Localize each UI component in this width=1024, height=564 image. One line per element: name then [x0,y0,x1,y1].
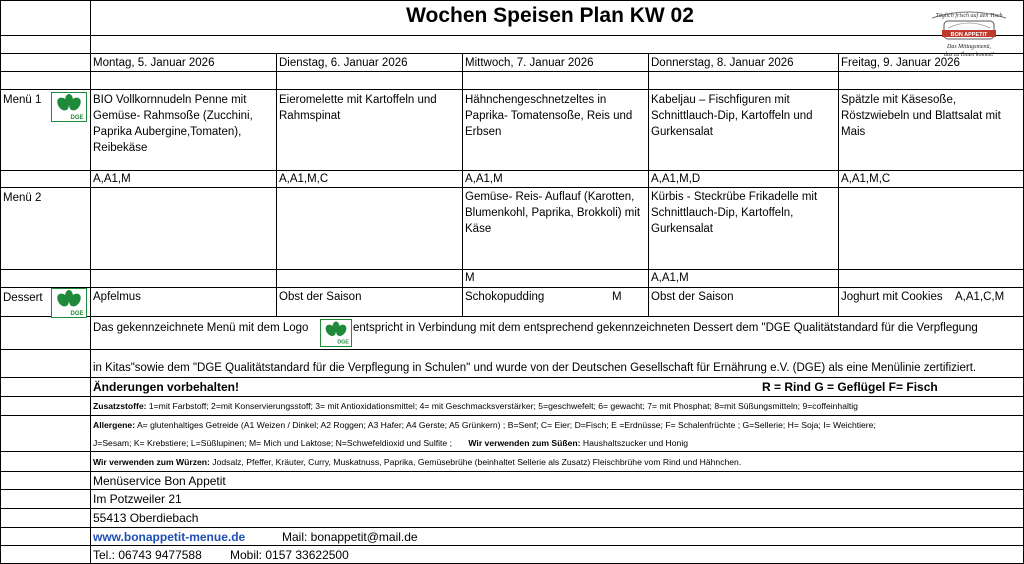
mobile-number: Mobil: 0157 33622500 [230,548,349,562]
grid-line [0,269,1024,270]
day-header-tuesday: Dienstag, 6. Januar 2026 [279,57,408,69]
dessert-friday: Joghurt mit Cookies [841,291,943,303]
grid-line [90,0,91,564]
dge-text: DGE [70,115,84,121]
day-header-wednesday: Mittwoch, 7. Januar 2026 [465,57,594,69]
dge-note-part2: entspricht in Verbindung mit dem entsprechend gekennzeichneten Dessert dem "DGE Qualitätstandard für die Verpflegung [353,322,978,334]
dge-logo-icon [51,288,87,318]
logo-slogan-2: das zu Ihnen kommt! [944,52,994,58]
dessert-allergens-wednesday: M [612,291,622,303]
dessert-allergens-friday: A,A1,C,M [955,291,1005,303]
dessert-monday: Apfelmus [93,291,141,303]
company-city: 55413 Oberdiebach [93,511,199,525]
dge-text: DGE [337,339,349,346]
grid-line [648,53,649,316]
dessert-tuesday: Obst der Saison [279,291,362,303]
page-title: Wochen Speisen Plan KW 02 [406,4,694,27]
grid-line [0,415,1024,416]
menu1-dish-thursday: Kabeljau – Fischfiguren mit Schnittlauch-Dip, Kartoffeln und Gurkensalat [651,94,813,138]
grid-line [838,53,839,316]
dessert-wednesday: Schokopudding [465,291,545,303]
grid-line [0,53,1024,54]
allergens-line [93,419,876,431]
dge-logo-icon [51,92,87,122]
menu1-allergens-friday: A,A1,M,C [841,173,891,185]
grid-line [0,527,1024,528]
seasoning-line [93,456,741,468]
grid-line [0,89,1024,90]
company-street: Im Potzweiler 21 [93,492,182,506]
menu1-allergens-tuesday: A,A1,M,C [279,173,329,185]
grid-line [0,187,1024,188]
grid-line [0,35,1024,36]
grid-line [0,71,1024,72]
seasoning-text: Jodsalz, Pfeffer, Kräuter, Curry, Muskatnuss, Paprika, Gemüsebrühe (beinhaltet Sellerie als Zusatz) Fleischbrühe vom Rind und Hähnchen. [209,457,742,467]
menu1-allergens-thursday: A,A1,M,D [651,173,701,185]
allergens-line-2 [93,437,688,449]
grid-line [0,0,1024,1]
grid-line [0,451,1024,452]
menu1-allergens-monday: A,A1,M [93,173,131,185]
menu2-allergens-wednesday: M [465,272,475,284]
grid-line [0,316,1024,317]
additives-text: 1=mit Farbstoff; 2=mit Konservierungsstoff; 3= mit Antioxidationsmittel; 4= mit Geschmacksverstärker; 5=geschwefelt; 6= gewacht; 7= mit Phosphat; 8=mit Süßungsmitteln; 9=coffeinhaltig [146,401,858,411]
allergens-label: Allergene: [93,420,136,430]
menu2-dish-wednesday: Gemüse- Reis- Auflauf (Karotten, Blumenkohl, Paprika, Brokkoli) mit Käse [465,191,641,235]
phone-number: Tel.: 06743 9477588 [93,548,202,562]
website-link[interactable]: www.bonappetit-menue.de [93,530,246,544]
menu1-dish-monday: BIO Vollkornnudeln Penne mit Gemüse- Rahmsoße (Zucchini, Paprika Aubergine,Tomaten), Reibekäse [93,94,253,154]
menu1-dish-tuesday: Eieromelette mit Kartoffeln und Rahmspinat [279,94,437,122]
dge-note-line2: in Kitas"sowie dem "DGE Qualitätstandard für die Verpflegung in Schulen" und wurde von der Deutschen Gesellschaft für Ernährung e.V. (DGE) als eine Menülinie zertifiziert. [93,362,977,374]
grid-line [0,508,1024,509]
day-header-friday: Freitag, 9. Januar 2026 [841,57,960,69]
grid-line [0,396,1024,397]
allergens-text-2: J=Sesam; K= Krebstiere; L=Süßlupinen; M= Mich und Laktose; N=Schwefeldioxid und Sulfite ; [93,438,452,448]
menu1-dish-wednesday: Hähnchengeschnetzeltes in Paprika- Tomatensoße, Reis und Erbsen [465,94,633,138]
logo-tagline: Täglich frisch auf den Tisch [935,13,1003,19]
allergens-text: A= glutenhaltiges Getreide (A1 Weizen / Dinkel; A2 Roggen; A3 Hafer; A4 Gerste; A5 Grünkern) ; B=Senf; C= Eier; D=Fisch; E =Erdnüsse; F= Schalenfrüchte ; G=Sellerie; H= Soja; I= Weichtiere; [135,420,876,430]
grid-line [0,287,1024,288]
grid-line [0,0,1,564]
grid-line [276,53,277,316]
day-header-monday: Montag, 5. Januar 2026 [93,57,215,69]
row-label-dessert: Dessert [3,292,43,304]
menu2-dish-thursday: Kürbis - Steckrübe Frikadelle mit Schnittlauch-Dip, Kartoffeln, Gurkensalat [651,191,818,235]
additives-line [93,400,858,412]
row-label-menu1: Menü 1 [3,94,42,106]
grid-line [462,53,463,316]
grid-line [0,489,1024,490]
menu1-dish-friday: Spätzle mit Käsesoße, Röstzwiebeln und Blattsalat mit Mais [841,94,1001,138]
logo-slogan-1: Das Mittagsmenü, [947,44,991,50]
seasoning-label: Wir verwenden zum Würzen: [93,457,210,467]
menu2-allergens-thursday: A,A1,M [651,272,689,284]
grid-line [0,377,1024,378]
grid-line [0,471,1024,472]
dge-text: DGE [70,311,84,317]
grid-line [0,349,1024,350]
changes-notice: Änderungen vorbehalten! [93,380,240,394]
row-label-menu2: Menü 2 [3,192,42,204]
company-name: Menüservice Bon Appetit [93,474,226,488]
logo-brand: BON APPETIT [950,32,988,38]
grid-line [0,545,1024,546]
email-contact[interactable]: Mail: bonappetit@mail.de [282,530,418,544]
dge-note-part1: Das gekennzeichnete Menü mit dem Logo [93,322,309,334]
menu1-allergens-wednesday: A,A1,M [465,173,503,185]
additives-label: Zusatzstoffe: [93,401,147,411]
sweetener-label: Wir verwenden zum Süßen: [468,438,581,448]
dge-logo-icon [320,319,352,347]
day-header-thursday: Donnerstag, 8. Januar 2026 [651,57,794,69]
meat-legend: R = Rind G = Geflügel F= Fisch [762,380,938,394]
sweetener-text: Haushaltszucker und Honig [580,438,689,448]
dessert-thursday: Obst der Saison [651,291,734,303]
